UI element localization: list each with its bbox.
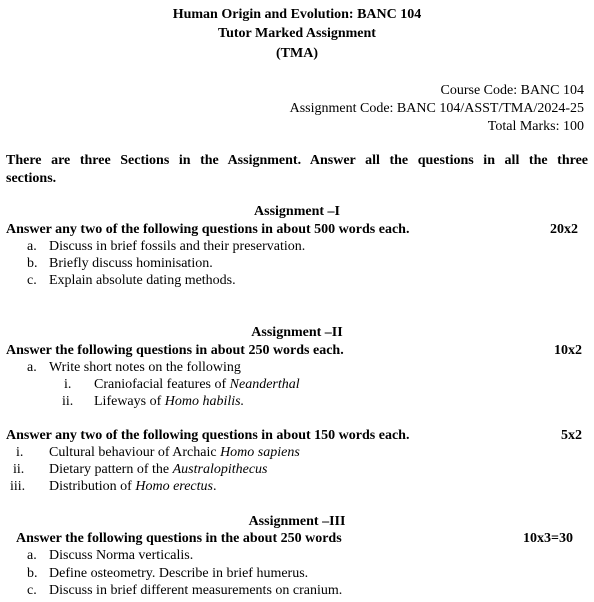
total-marks: Total Marks: 100 [487, 119, 584, 134]
section-2-heading: Assignment –II [251, 325, 343, 340]
section-3-heading: Assignment –III [248, 514, 346, 529]
assignment-code: Assignment Code: BANC 104/ASST/TMA/2024-25 [289, 101, 584, 116]
section-3-instruction: Answer the following questions in the about 250 words [16, 531, 342, 546]
course-code: Course Code: BANC 104 [440, 83, 584, 98]
section-1-item-b-marker: b. [27, 256, 38, 271]
section-2-instruction: Answer the following questions in about 250 words each. [6, 343, 344, 358]
section-1-item-a: Discuss in brief fossils and their preservation. [49, 239, 306, 254]
section-2-q-iii: Distribution of Homo erectus. [49, 479, 217, 494]
instructions-line-2: sections. [6, 171, 57, 186]
section-2-q-i: Cultural behaviour of Archaic Homo sapiens [49, 445, 300, 460]
section-2-item-a-marker: a. [27, 360, 37, 375]
section-1-heading: Assignment –I [254, 204, 340, 219]
section-2-item-a: Write short notes on the following [49, 360, 241, 375]
document-abbr: (TMA) [276, 46, 318, 61]
section-2-q-iii-marker: iii. [10, 479, 26, 494]
section-3-item-b: Define osteometry. Describe in brief humerus. [49, 566, 309, 581]
section-3-item-c: Discuss in brief different measurements on cranium. [49, 583, 343, 598]
section-2-instruction-2: Answer any two of the following questions in about 150 words each. [6, 428, 410, 443]
section-1-item-c-marker: c. [27, 273, 37, 288]
section-1-item-a-marker: a. [27, 239, 37, 254]
section-2-marks-2: 5x2 [561, 428, 582, 443]
section-2-subitem-1-marker: i. [64, 377, 72, 392]
section-2-subitem-2: Lifeways of Homo habilis. [94, 394, 245, 409]
section-3-item-a: Discuss Norma verticalis. [49, 548, 194, 563]
section-2-subitem-2-marker: ii. [62, 394, 74, 409]
section-3-item-a-marker: a. [27, 548, 37, 563]
section-3-marks: 10x3=30 [523, 531, 573, 546]
section-1-instruction: Answer any two of the following questions in about 500 words each. [6, 222, 410, 237]
section-1-item-b: Briefly discuss hominisation. [49, 256, 213, 271]
section-3-item-b-marker: b. [27, 566, 38, 581]
section-2-q-ii-marker: ii. [13, 462, 25, 477]
document-title: Human Origin and Evolution: BANC 104 [172, 7, 422, 22]
instructions-line-1: There are three Sections in the Assignment. Answer all the questions in all the three [6, 153, 588, 168]
section-3-item-c-marker: c. [27, 583, 37, 598]
section-1-item-c: Explain absolute dating methods. [49, 273, 236, 288]
section-2-marks: 10x2 [554, 343, 582, 358]
section-2-subitem-1: Craniofacial features of Neanderthal [94, 377, 300, 392]
section-2-q-i-marker: i. [16, 445, 24, 460]
document-subtitle: Tutor Marked Assignment [218, 26, 376, 41]
section-1-marks: 20x2 [550, 222, 578, 237]
section-2-q-ii: Dietary pattern of the Australopithecus [49, 462, 268, 477]
